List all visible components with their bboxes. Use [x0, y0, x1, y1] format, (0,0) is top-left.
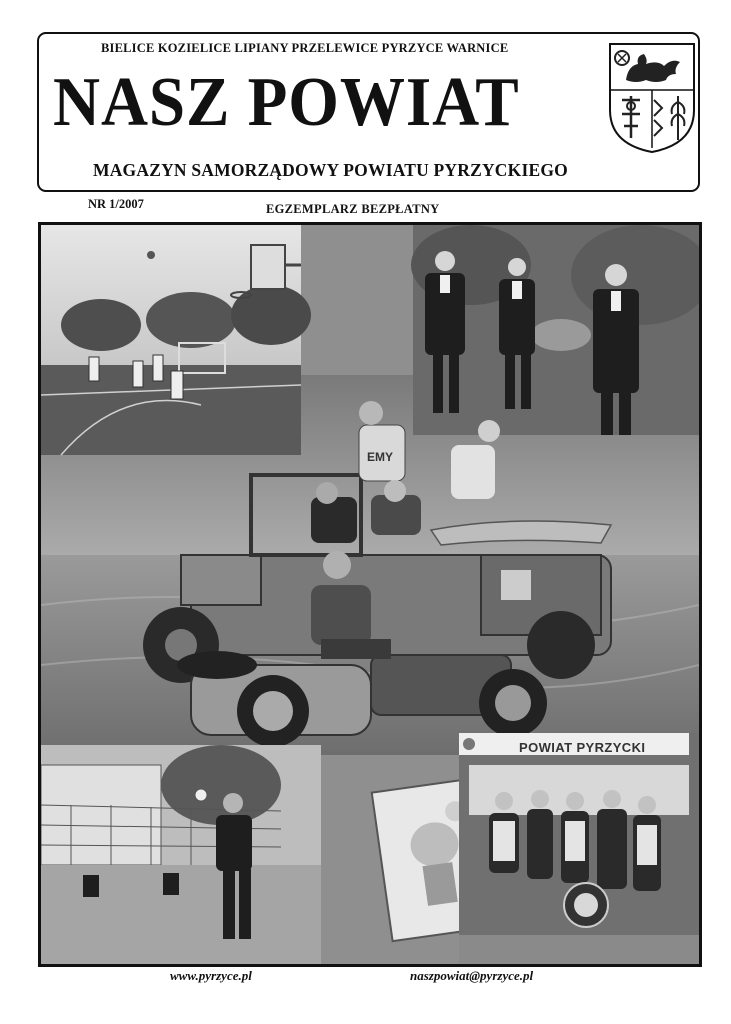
county-banner: POWIAT PYRZYCKI: [519, 740, 646, 755]
masthead-towns: BIELICE KOZIELICE LIPIANY PRZELEWICE PYRZYCE WARNICE: [101, 41, 509, 55]
email-link[interactable]: naszpowiat@pyrzyce.pl: [410, 968, 534, 983]
shirt-text: EMY: [367, 450, 394, 464]
website-link[interactable]: www.pyrzyce.pl: [170, 968, 252, 983]
collage-illustration: [41, 225, 699, 964]
issue-number: NR 1/2007: [88, 197, 144, 211]
magazine-title: NASZ POWIAT: [53, 64, 520, 141]
county-coat-of-arms-icon: [606, 40, 698, 154]
free-copy-note: EGZEMPLARZ BEZPŁATNY: [266, 202, 440, 216]
magazine-subtitle: MAGAZYN SAMORZĄDOWY POWIATU PYRZYCKIEGO: [93, 160, 568, 180]
masthead: [37, 32, 700, 192]
photo-collage: [38, 222, 702, 967]
